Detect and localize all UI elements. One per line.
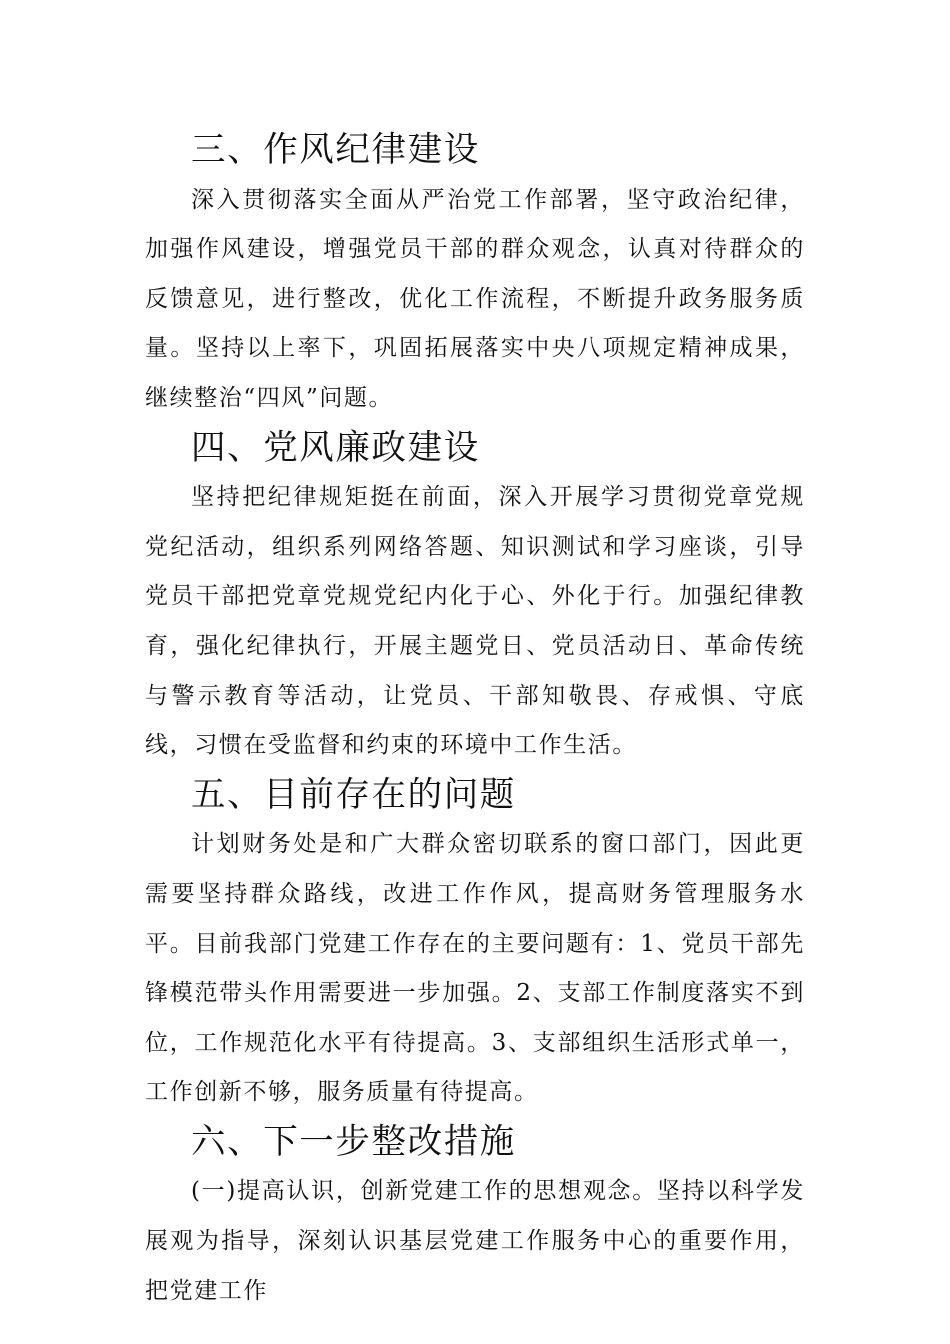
section-heading-4: 四、党风廉政建设 [191,427,480,468]
section-5-paragraph: 计划财务处是和广大群众密切联系的窗口部门，因此更需要坚持群众路线，改进工作作风，提高财务管理服务水平。目前我部门党建工作存在的主要问题有：1、党员干部先锋模范带头作用需要进一步加强。2、支部工作制度落实不到位，工作规范化水平有待提高。3、支部组织生活形式单一，工作创新不够，服务质量有待提高。 [145,831,805,1106]
section-heading-5: 五、目前存在的问题 [191,774,516,815]
section-4-paragraph: 坚持把纪律规矩挺在前面，深入开展学习贯彻党章党规党纪活动，组织系列网络答题、知识测试和学习座谈，引导党员干部把党章党规党纪内化于心、外化于行。加强纪律教育，强化纪律执行，开展主题党日、党员活动日、革命传统与警示教育等活动，让党员、干部知敬畏、存戒惧、守底线，习惯在受监督和约束的环境中工作生活。 [145,484,805,759]
section-heading-3: 三、作风纪律建设 [191,130,480,170]
section-heading-6: 六、下一步整改措施 [191,1121,516,1162]
section-3-paragraph: 深入贯彻落实全面从严治党工作部署，坚守政治纪律，加强作风建设，增强党员干部的群众观念，认真对待群众的反馈意见，进行整改，优化工作流程，不断提升政务服务质量。坚持以上率下，巩固拓展落实中央八项规定精神成果，继续整治“四风”问题。 [145,186,805,411]
document-body [145,126,805,1316]
section-6-paragraph: (一)提高认识，创新党建工作的思想观念。坚持以科学发展观为指导，深刻认识基层党建工作服务中心的重要作用，把党建工作 [145,1178,805,1304]
